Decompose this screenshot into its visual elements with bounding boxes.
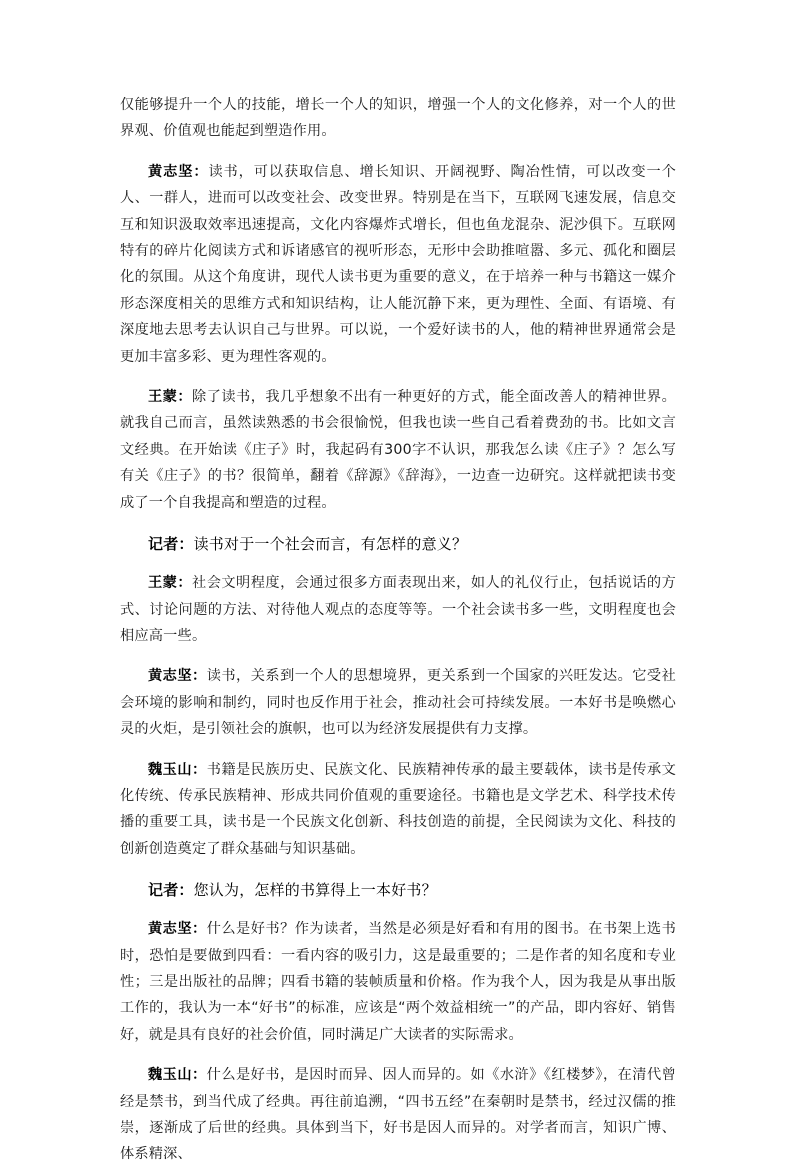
answer-text: 书籍是民族历史、民族文化、民族精神传承的最主要载体，读书是传承文化传统、传承民族精神、形成共同价值观的重要途径。书籍也是文学艺术、科学技术传播的重要工具，读书是一个民族文化创新、科技创造的前提，全民阅读为文化、科技的创新创造奠定了群众基础与知识基础。 bbox=[120, 761, 676, 857]
answer-text: 读书，可以获取信息、增长知识、开阔视野、陶冶性情，可以改变一个人、一群人，进而可以改变社会、改变世界。特别是在当下，互联网飞速发展，信息交互和知识汲取效率迅速提高，文化内容爆炸式增长，但也鱼龙混杂、泥沙俱下。互联网特有的碎片化阅读方式和诉诸感官的视听形态，无形中会助推喧嚣、多元、孤化和圈层化的氛围。从这个角度讲，现代人读书更为重要的意义，在于培养一种与书籍这一媒介形态深度相关的思维方式和知识结构，让人能沉静下来，更为理性、全面、有语境、有深度地去思考去认识自己与世界。可以说，一个爱好读书的人，他的精神世界通常会是更加丰富多彩、更为理性客观的。 bbox=[120, 163, 677, 365]
speaker-name: 魏玉山： bbox=[148, 1067, 207, 1084]
answer-paragraph bbox=[120, 1062, 676, 1168]
answer-paragraph bbox=[120, 570, 676, 649]
answer-paragraph bbox=[120, 384, 676, 516]
speaker-name: 王蒙： bbox=[148, 389, 193, 406]
answer-paragraph bbox=[120, 757, 676, 863]
answer-text: 除了读书，我几乎想象不出有一种更好的方式，能全面改善人的精神世界。就我自己而言，虽然读熟悉的书会很愉悦，但我也读一些自己看着费劲的书。比如文言文经典。在开始读《庄子》时，我起码有300字不认识，那我怎么读《庄子》？怎么写有关《庄子》的书？很简单，翻着《辞源》《辞海》，一边查一边研究。这样就把读书变成了一个自我提高和塑造的过程。 bbox=[120, 389, 676, 511]
question-text: 读书对于一个社会而言，有怎样的意义？ bbox=[193, 535, 468, 554]
answer-paragraph bbox=[120, 663, 676, 742]
article-body bbox=[120, 92, 676, 1168]
question-paragraph bbox=[120, 876, 676, 904]
question-text: 您认为，怎样的书算得上一本好书？ bbox=[193, 881, 437, 900]
answer-paragraph bbox=[120, 159, 676, 370]
answer-paragraph bbox=[120, 916, 676, 1048]
paragraph-continuation bbox=[120, 92, 676, 145]
interviewer-label: 记者： bbox=[148, 535, 194, 554]
answer-text: 读书，关系到一个人的思想境界，更关系到一个国家的兴旺发达。它受社会环境的影响和制约，同时也反作用于社会，推动社会可持续发展。一本好书是唤燃心灵的火炬，是引领社会的旗帜，也可以为经济发展提供有力支撑。 bbox=[120, 668, 676, 738]
speaker-name: 黄志坚： bbox=[148, 921, 207, 938]
answer-text: 社会文明程度，会通过很多方面表现出来，如人的礼仪行止，包括说话的方式、讨论问题的方法、对待他人观点的态度等等。一个社会读书多一些，文明程度也会相应高一些。 bbox=[120, 575, 676, 644]
interviewer-label: 记者： bbox=[148, 881, 194, 900]
speaker-name: 黄志坚： bbox=[148, 668, 207, 685]
answer-text: 什么是好书，是因时而异、因人而异的。如《水浒》《红楼梦》，在清代曾经是禁书，到当代成了经典。再往前追溯，“四书五经”在秦朝时是禁书，经过汉儒的推崇，逐渐成了后世的经典。具体到当下，好书是因人而异的。对学者而言，知识广博、体系精深、 bbox=[120, 1067, 676, 1163]
speaker-name: 黄志坚： bbox=[148, 163, 209, 180]
answer-text: 什么是好书？作为读者，当然是必须是好看和有用的图书。在书架上选书时，恐怕是要做到四看：一看内容的吸引力，这是最重要的；二是作者的知名度和专业性；三是出版社的品牌；四看书籍的装帧质量和价格。作为我个人，因为我是从事出版工作的，我认为一本“好书”的标准，应该是“两个效益相统一”的产品，即内容好、销售好，就是具有良好的社会价值，同时满足广大读者的实际需求。 bbox=[120, 921, 676, 1043]
speaker-name: 王蒙： bbox=[148, 575, 193, 592]
paragraph-text: 仅能够提升一个人的技能，增长一个人的知识，增强一个人的文化修养，对一个人的世界观、价值观也能起到塑造作用。 bbox=[120, 97, 676, 140]
question-paragraph bbox=[120, 530, 676, 558]
speaker-name: 魏玉山： bbox=[148, 761, 207, 778]
